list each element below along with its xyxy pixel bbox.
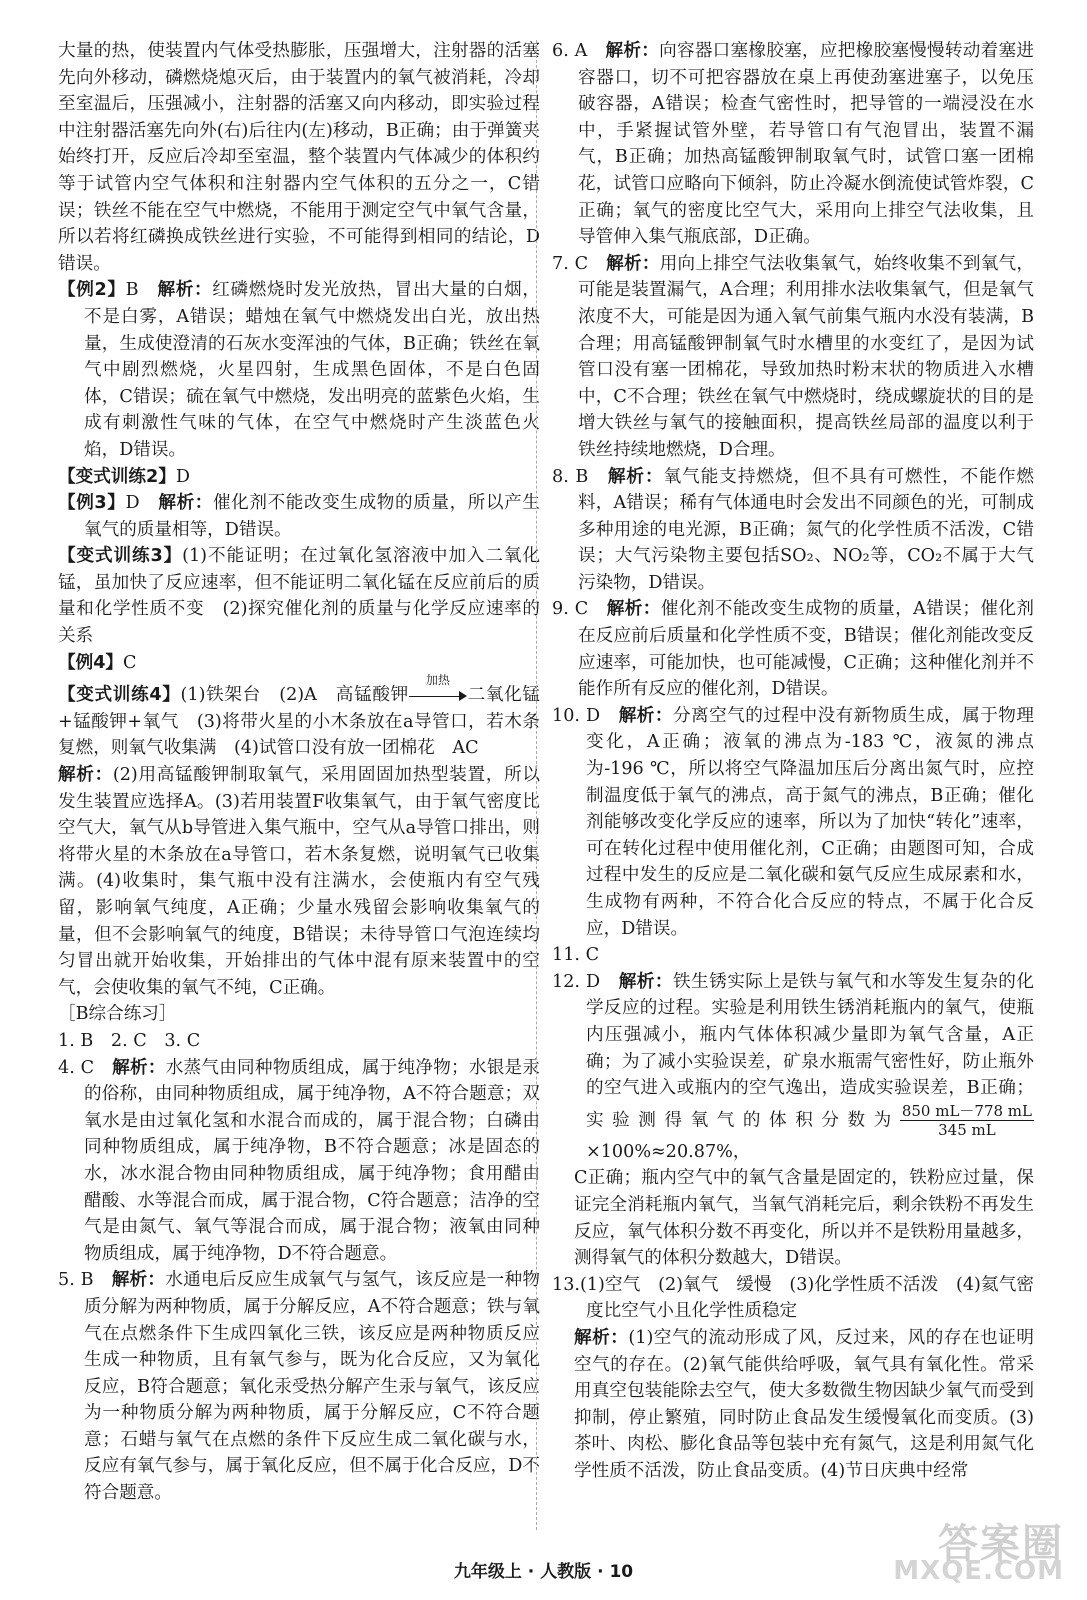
answer: C (123, 652, 137, 673)
analysis-label: 解析： (111, 1270, 166, 1291)
analysis-text: 催化剂不能改变生成物的质量，所以产生氧气的质量相等，D错误。 (84, 493, 540, 540)
question-12 (552, 969, 1034, 1166)
question-number: 9. C (552, 599, 589, 620)
analysis-label: 解析： (58, 765, 113, 786)
question-9 (552, 596, 1034, 702)
volume-fraction (900, 1102, 1034, 1139)
question-number: 8. B (552, 466, 589, 487)
example-3 (58, 490, 540, 543)
condition-label: 加热 (425, 673, 450, 688)
analysis-text: 催化剂不能改变生成物的质量，A错误；催化剂在反应前后质量和化学性质不变，B错误；催化剂能改变反应速率，可能加快，也可能减慢，C正确；这种催化剂并不能作所有反应的催化剂，D错误。 (578, 599, 1034, 700)
analysis-label: 解析： (157, 280, 213, 301)
question-12-continued: C正确；瓶内空气中的氧气含量是固定的，铁粉应过量，保证完全消耗瓶内氧气，当氧气消耗完后，剩余铁粉不再发生反应，氧气体积分数不再变化，所以并不是铁粉用量越多，测得氧气的体积分数越大，D错误。 (574, 1168, 1034, 1269)
question-11: 11. C (552, 945, 600, 966)
left-column (58, 38, 540, 1538)
question-number: 13. (552, 1274, 580, 1295)
example-2 (58, 277, 540, 463)
answer-text: (1)空气 (2)氧气 缓慢 (3)化学性质不活泼 (4)氦气密度比空气小且化学性质稳定 (579, 1274, 1034, 1322)
example-4 (58, 650, 540, 677)
question-number: 4. C (58, 1057, 95, 1078)
question-6 (552, 38, 1034, 251)
analysis-text: 分离空气的过程中没有新物质生成，属于物理变化，A正确；液氧的沸点为-183 ℃，液氮的沸点为-196 ℃，所以将空气降温加压后分离出氮气时，应控制温度低于氧气的沸点，高于氮气的沸点，B正确；催化剂能够改变化学反应的速率，所以为了加快“转化”速率，可在转化过程中使用催化剂，C正确；由题图可知，合成过程中发生的反应是二氧化碳和氨气反应生成尿素和水，生成物有两种，不符合化合反应的特点，不属于化合反应，D错误。 (586, 705, 1034, 939)
analysis-text: 用向上排空气法收集氧气，始终收集不到氧气，可能是装置漏气，A合理；利用排水法收集氧气，但是氧气浓度不大，可能是因为通入氧气前集气瓶内水没有装满，B合理；用高锰酸钾制氧气时水槽里的水变红了，是因为试管口没有塞一团棉花，导致加热时粉末状的物质进入水槽中，C不合理；铁丝在氧气中燃烧时，绕成螺旋状的目的是增大铁丝与氧气的接触面积，提高铁丝局部的温度以利于铁丝持续地燃烧，D合理。 (578, 253, 1034, 460)
watermark-logo-text: 答案圈 (938, 1521, 1064, 1567)
variant-4 (58, 673, 540, 762)
question-number: 6. A (552, 41, 588, 61)
watermark-logo (880, 1510, 1070, 1590)
analysis-label: 解析： (158, 493, 213, 514)
carryover-paragraph: 大量的热，使装置内气体受热膨胀，压强增大，注射器的活塞先向外移动，磷燃烧熄灭后，由于装置内的氧气被消耗，冷却至室温后，压强减小，注射器的活塞又向内移动，即实验过程中注射器活塞先向外(右)后往内(左)移动，B正确；由于弹簧夹始终打开，反应后冷却至室温，整个装置内气体减少的体积约等于试管内空气体积和注射器内空气体积的五分之一，C错误；铁丝不能在空气中燃烧，不能用于测定空气中氧气含量，所以若将红磷换成铁丝进行实验，不可能得到相同的结论，D错误。 (58, 41, 540, 274)
example-label: 【例2】 (58, 280, 126, 301)
question-7 (552, 251, 1034, 464)
question-number: 7. C (552, 253, 589, 274)
question-4 (58, 1055, 540, 1268)
analysis-label: 解析： (606, 599, 661, 620)
page-footer: 九年级上 · 人教版 · 10 (453, 1562, 634, 1582)
analysis-label: 解析： (112, 1057, 166, 1078)
variant-label: 【变式训练4】 (58, 685, 181, 706)
column-divider (536, 40, 537, 1530)
analysis-label: 解析： (618, 971, 673, 992)
question-number: 10. D (552, 705, 601, 726)
analysis-text: (2)用高锰酸钾制取氧气，采用固固加热型装置，所以发生装置应选择A。(3)若用装置F收集氧气，由于氧气密度比空气大，氧气从b导管进入集气瓶中，空气从a导管口排出，则将带火星的木条放在a导管口，若木条复燃，说明氧气已收集满。(4)收集时，集气瓶中没有注满水，会使瓶内有空气残留，影响氧气纯度，A正确；少量水残留会影响收集氧气的量，但不会影响氧气的纯度，B错误；未待导管口气泡连续均匀冒出就开始收集，开始排出的气体中混有原来装置中的空气，会使收集的氧气不纯，C正确。 (58, 765, 540, 998)
question-number: 12. D (552, 971, 601, 992)
analysis-label: 解析： (605, 41, 660, 61)
analysis-label: 解析： (607, 466, 664, 487)
answer-text: 二氧化锰+锰酸钾+氧气 (3)将带火星的小木条放在a导管口，若木条复燃，则氧气收集满 (4)试管口没有放一团棉花 AC (58, 685, 540, 759)
fraction-denominator: 345 mL (938, 1120, 996, 1139)
section-heading: ［B综合练习］ (58, 1004, 177, 1025)
fraction-numerator: 850 mL－778 mL (901, 1101, 1032, 1120)
variant-3 (58, 543, 540, 649)
example-label: 【例4】 (58, 652, 124, 673)
analysis-text: 铁生锈实际上是铁与氧气和水等发生复杂的化学反应的过程。实验是利用铁生锈消耗瓶内的氧气，使瓶内压强减小，瓶内气体体积减少量即为氧气含量，A正确；为了减小实验误差，矿泉水瓶需气密性好，防止瓶外的空气进入或瓶内的空气逸出，造成实验误差，B正确；实验测得氧气的体积分数为 (586, 971, 1034, 1131)
analysis-label: 解析： (618, 705, 673, 726)
example-label: 【例3】 (58, 493, 126, 514)
variant-label: 【变式训练2】 (58, 466, 176, 487)
answer-text: (1)不能证明；在过氧化氢溶液中加入二氧化锰，虽加快了反应速率，但不能证明二氧化锰在反应前后的质量和化学性质不变 (2)探究催化剂的质量与化学反应速率的关系 (58, 546, 540, 647)
fraction-result: ×100%≈20.87%， (586, 1141, 751, 1162)
variant-2 (58, 464, 540, 491)
analysis-label: 解析： (606, 253, 660, 274)
question-5 (58, 1267, 540, 1506)
right-column (552, 38, 1034, 1538)
analysis-text: 氧气能支持燃烧，但不具有可燃性，不能作燃料，A错误；稀有气体通电时会发出不同颜色的光，可制成多种用途的电光源，B正确；氮气的化学性质不活泼，C错误；大气污染物主要包括SO₂、NO₂等，CO₂不属于大气污染物，D错误。 (578, 466, 1034, 593)
answer: B (125, 280, 139, 301)
question-10 (552, 703, 1034, 942)
analysis-text: 向容器口塞橡胶塞，应把橡胶塞慢慢转动着塞进容器口，切不可把容器放在桌上再使劲塞进塞子，以免压破容器，A错误；检查气密性时，把导管的一端浸没在水中，手紧握试管外壁，若导管口有气泡冒出，装置不漏气，B正确；加热高锰酸钾制取氧气时，试管口塞一团棉花，试管口应略向下倾斜，防止冷凝水倒流使试管炸裂，C正确；氧气的密度比空气大，采用向上排空气法收集，且导管伸入集气瓶底部，D正确。 (578, 41, 1034, 248)
analysis-text: 水蒸气由同种物质组成，属于纯净物；水银是汞的俗称，由同种物质组成，属于纯净物，A不符合题意；双氧水是由过氧化氢和水混合而成的，属于混合物；白磷由同种物质组成，属于纯净物，B不符合题意；冰是固态的水，冰水混合物由同种物质组成，属于纯净物；食用醋由醋酸、水等混合而成，属于混合物，C符合题意；洁净的空气是由氮气、氧气等混合而成，属于混合物；液氧由同种物质组成，属于纯净物，D不符合题意。 (84, 1057, 540, 1264)
question-number: 5. B (58, 1270, 94, 1291)
analysis-label: 解析： (574, 1327, 629, 1348)
analysis-text: 红磷燃烧时发光放热，冒出大量的白烟，不是白雾，A错误；蜡烛在氧气中燃烧发出白光，放出热量，生成使澄清的石灰水变浑浊的气体，B正确；铁丝在氧气中剧烈燃烧，火星四射，生成黑色固体，不是白色固体，C错误；硫在氧气中燃烧，发出明亮的蓝紫色火焰，生成有刺激性气味的气体，在空气中燃烧时产生淡蓝色火焰，D错误。 (84, 280, 540, 460)
answer: D (175, 466, 190, 487)
question-13-analysis (552, 1325, 1034, 1485)
answer-text: (1)铁架台 (2)A 高锰酸钾 (180, 685, 409, 706)
analysis-text: 水通电后反应生成氧气与氢气，该反应是一种物质分解为两种物质，属于分解反应，A不符合题意；铁与氧气在点燃条件下生成四氧化三铁，该反应是两种物质反应生成一种物质，且有氧气参与，既为化合反应，又为氧化反应，B符合题意；氧化汞受热分解产生汞与氧气，该反应为一种物质分解为两种物质，属于分解反应，C不符合题意；石蜡与氧气在点燃的条件下反应生成二氧化碳与水，反应有氧气参与，属于氧化反应，但不属于化合反应，D不符合题意。 (84, 1270, 540, 1504)
variant-4-analysis (58, 762, 540, 1001)
analysis-text: (1)空气的流动形成了风，反过来，风的存在也证明空气的存在。(2)氧气能供给呼吸，氧气具有氧化性。常采用真空包装能除去空气，使大多数微生物因缺少氧气而受到抑制，停止繁殖，同时防止食品发生缓慢氧化而变质。(3)茶叶、肉松、膨化食品等包装中充有氮气，这是利用氮气化学性质不活泼，防止食品变质。(4)节日庆典中经常 (574, 1327, 1034, 1481)
question-13 (552, 1272, 1034, 1325)
watermark-site-text: MXQE.COM (893, 1556, 1064, 1586)
answer: D (125, 493, 140, 514)
answers-1-3: 1. B 2. C 3. C (58, 1030, 201, 1051)
question-8 (552, 464, 1034, 597)
variant-label: 【变式训练3】 (58, 546, 183, 567)
reaction-arrow (409, 673, 467, 702)
